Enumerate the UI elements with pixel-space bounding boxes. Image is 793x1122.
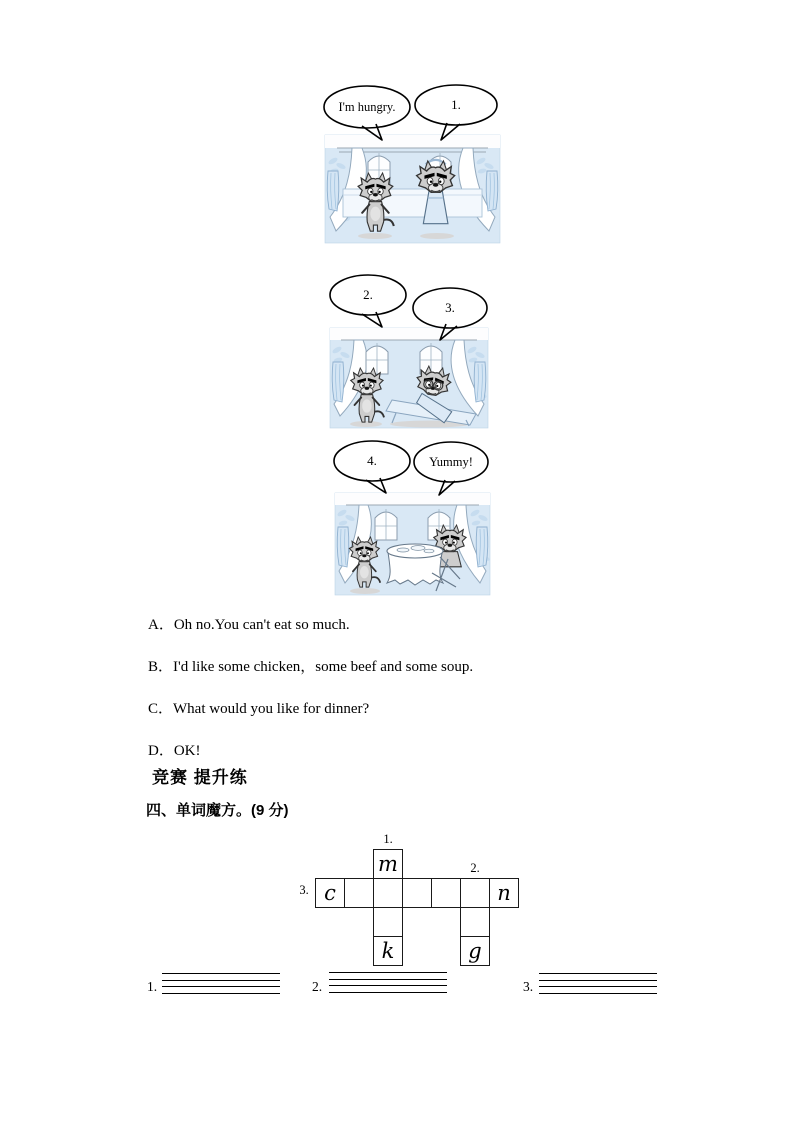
speech-bubble-left — [330, 275, 406, 327]
word-cube-puzzle — [295, 833, 555, 975]
crossword-clue-number: 3. — [299, 883, 309, 897]
bubble-text: Yummy! — [429, 455, 473, 469]
option-c: C．What would you like for dinner? — [148, 701, 370, 717]
comic-panel-1 — [320, 83, 505, 245]
blue-drape-right — [474, 362, 486, 402]
dinner-room-scene — [330, 328, 488, 428]
answer-writing-lines — [329, 972, 447, 998]
bubble-text: 2. — [363, 287, 373, 302]
crossword-cell-letter: c — [315, 878, 345, 908]
crossword-clue-number: 1. — [383, 832, 393, 846]
bubble-text: 1. — [451, 97, 461, 112]
crossword-cell — [373, 907, 403, 937]
bubble-text: 4. — [367, 453, 377, 468]
answer-number: 1. — [147, 979, 158, 994]
bubble-text: 3. — [445, 300, 455, 315]
blue-drape-left — [327, 171, 339, 211]
option-b: B．I'd like some chicken，some beef and some soup. — [148, 659, 474, 675]
comic-panel-2 — [326, 272, 494, 430]
dinner-table — [387, 544, 443, 585]
contest-section-header: 竞赛 提升练 — [152, 768, 248, 787]
crossword-cell-letter: n — [489, 878, 519, 908]
speech-bubble-left — [324, 86, 410, 140]
crossword-cell-letter: m — [373, 849, 403, 879]
speech-bubble-right — [415, 85, 497, 140]
answer-number: 2. — [312, 979, 323, 994]
crossword-cell — [402, 878, 432, 908]
answer-writing-lines — [162, 973, 280, 999]
dinner-room-scene — [325, 135, 500, 243]
crossword-clue-number: 2. — [470, 861, 480, 875]
blue-drape-right — [476, 527, 488, 567]
crossword-cell — [460, 878, 490, 908]
blue-drape-left — [332, 362, 344, 402]
blue-drape-left — [337, 527, 349, 567]
crossword-cell-letter: g — [460, 936, 490, 966]
speech-bubble-left — [334, 441, 410, 493]
crossword-cell — [373, 878, 403, 908]
crossword-cell-letter: k — [373, 936, 403, 966]
crossword-cell — [431, 878, 461, 908]
exercise-heading: 四、单词魔方。(9 分) — [146, 802, 289, 819]
option-a: A．Oh no.You can't eat so much. — [148, 617, 350, 633]
comic-panel-3 — [331, 440, 496, 600]
blue-drape-right — [486, 171, 498, 211]
dinner-room-scene — [335, 493, 491, 595]
speech-bubble-right — [414, 442, 488, 495]
answer-writing-lines — [539, 973, 657, 999]
crossword-cell — [460, 907, 490, 937]
crossword-cell — [344, 878, 374, 908]
answer-number: 3. — [523, 979, 534, 994]
option-d: D．OK! — [148, 743, 201, 759]
bubble-text: I'm hungry. — [338, 100, 396, 114]
